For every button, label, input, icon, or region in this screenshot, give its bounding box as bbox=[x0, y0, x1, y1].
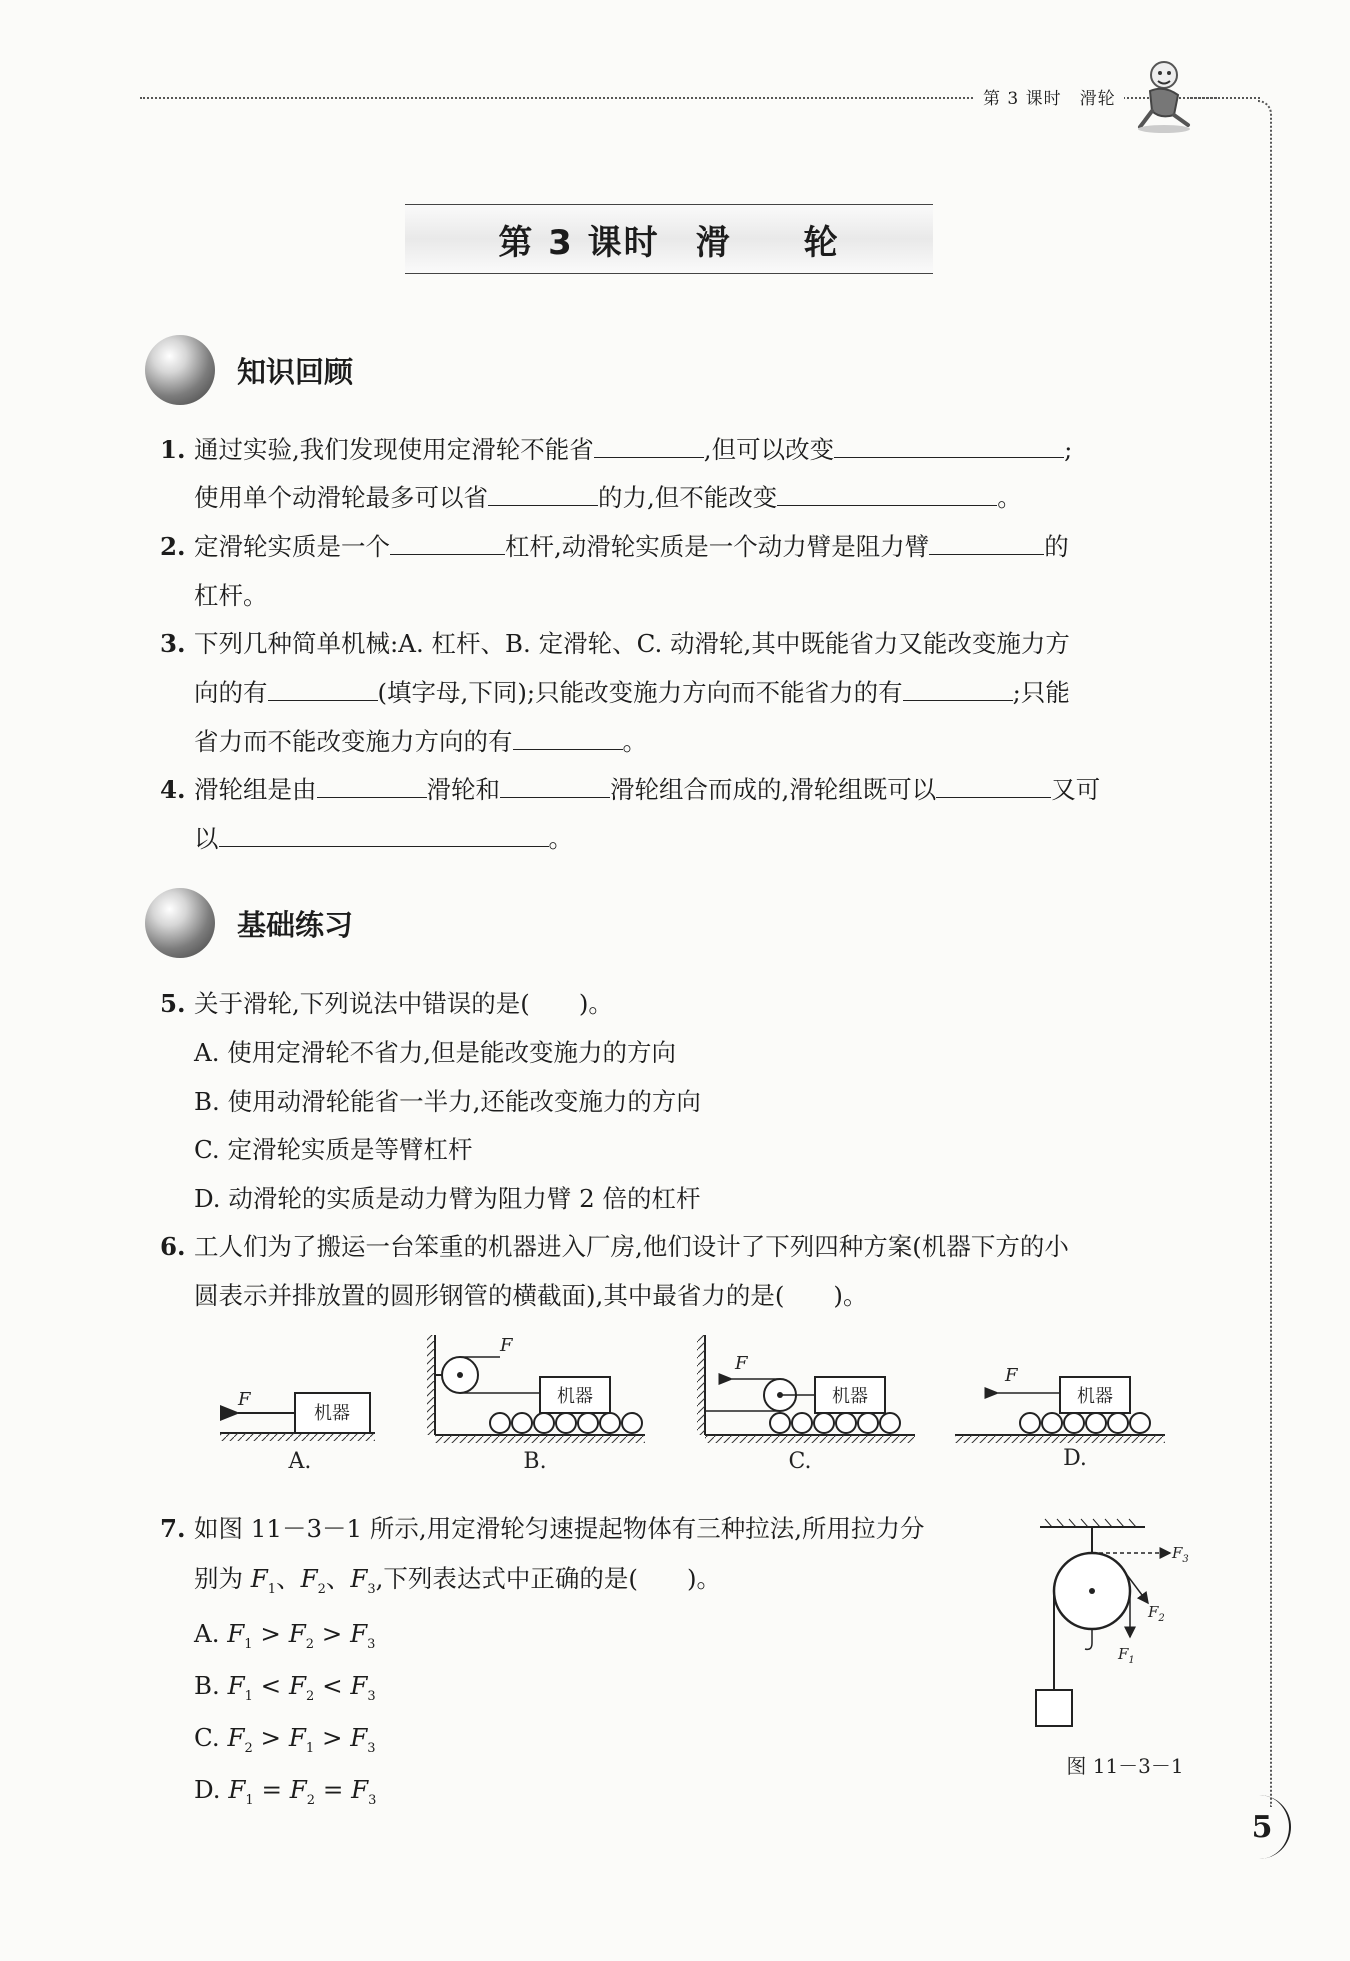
q1-text: ,但可以改变 bbox=[703, 435, 835, 464]
q2-text: 的 bbox=[1044, 532, 1069, 561]
answer-blank[interactable] bbox=[513, 723, 623, 750]
question-number: 3. bbox=[160, 629, 186, 658]
q3-line1 bbox=[160, 620, 1070, 668]
section-title: 知识回顾 bbox=[237, 354, 354, 389]
q6-text: 工人们为了搬运一台笨重的机器进入厂房,他们设计了下列四种方案(机器下方的小 bbox=[194, 1232, 1069, 1261]
q7-option-a[interactable]: A. $F_1 > F_2 > F_3$ bbox=[194, 1619, 376, 1652]
answer-blank[interactable] bbox=[936, 771, 1051, 798]
page-number: 5 bbox=[1235, 1795, 1291, 1859]
q4-text: 滑轮和 bbox=[426, 775, 500, 804]
q5-option-d[interactable]: D. 动滑轮的实质是动力臂为阻力臂 2 倍的杠杆 bbox=[194, 1184, 701, 1213]
q3-line2 bbox=[194, 669, 1070, 717]
q6-stem-line2: 圆表示并排放置的圆形钢管的横截面),其中最省力的是( )。 bbox=[194, 1281, 868, 1310]
q4-text: 滑轮组是由 bbox=[194, 775, 317, 804]
answer-blank[interactable] bbox=[390, 528, 505, 555]
section-header-review bbox=[145, 335, 353, 405]
force-label: F bbox=[238, 1389, 251, 1410]
q1-text: 的力,但不能改变 bbox=[598, 483, 778, 512]
section-header-practice bbox=[145, 888, 353, 958]
mascot-icon bbox=[1130, 55, 1200, 135]
answer-blank[interactable] bbox=[500, 771, 610, 798]
scheme-label: A. bbox=[288, 1449, 312, 1474]
option-letter: D. bbox=[194, 1775, 221, 1804]
q5-option-a[interactable]: A. 使用定滑轮不省力,但是能改变施力的方向 bbox=[194, 1038, 677, 1067]
figure-caption: 图 11－3－1 bbox=[1066, 1754, 1184, 1778]
q6-figure bbox=[210, 1325, 1180, 1475]
q5-option-b[interactable]: B. 使用动滑轮能省一半力,还能改变施力的方向 bbox=[194, 1087, 701, 1116]
scheme-label: C. bbox=[788, 1449, 812, 1474]
lesson-title bbox=[405, 204, 933, 274]
relation-symbol: > bbox=[321, 1723, 343, 1752]
force-label: F bbox=[500, 1335, 513, 1356]
question-number: 6. bbox=[160, 1232, 186, 1261]
machine-label: 机器 bbox=[314, 1403, 350, 1424]
q1-line2 bbox=[194, 474, 1022, 522]
q4-line1 bbox=[160, 766, 1100, 814]
question-number: 4. bbox=[160, 775, 186, 804]
q3-text: 下列几种简单机械:A. 杠杆、B. 定滑轮、C. 动滑轮,其中既能省力又能改变施力方 bbox=[194, 629, 1070, 658]
q4-text: 又可 bbox=[1051, 775, 1101, 804]
q7-option-c[interactable]: C. $F_2 > F_1 > F_3$ bbox=[194, 1723, 376, 1756]
q7-stem-line2: 别为 $F_1$、$F_2$、$F_3$,下列表达式中正确的是( )。 bbox=[194, 1564, 722, 1597]
q1-text: 使用单个动滑轮最多可以省 bbox=[194, 483, 488, 512]
q7-option-b[interactable]: B. $F_1 < F_2 < F_3$ bbox=[194, 1671, 376, 1704]
scheme-a[interactable] bbox=[220, 1389, 375, 1474]
section-title: 基础练习 bbox=[237, 907, 354, 942]
q4-line2 bbox=[194, 815, 573, 863]
q3-line3 bbox=[194, 718, 647, 766]
sphere-icon bbox=[145, 888, 215, 958]
q3-text: 向的有 bbox=[194, 678, 268, 707]
relation-symbol: = bbox=[322, 1775, 344, 1804]
scheme-label: D. bbox=[1063, 1446, 1087, 1471]
q2-line2 bbox=[194, 572, 268, 620]
relation-symbol: > bbox=[260, 1723, 282, 1752]
q7-text: ,下列表达式中正确的是( )。 bbox=[375, 1564, 722, 1593]
page-border bbox=[1258, 100, 1272, 1807]
pulley-figure bbox=[1030, 1515, 1220, 1785]
q5-option-c[interactable]: C. 定滑轮实质是等臂杠杆 bbox=[194, 1135, 473, 1164]
answer-blank[interactable] bbox=[777, 479, 997, 506]
q1-text: 通过实验,我们发现使用定滑轮不能省 bbox=[194, 435, 594, 464]
sphere-icon bbox=[145, 335, 215, 405]
answer-blank[interactable] bbox=[488, 479, 598, 506]
relation-symbol: < bbox=[260, 1671, 282, 1700]
header-rule-right bbox=[1190, 97, 1260, 99]
machine-label: 机器 bbox=[1077, 1386, 1113, 1407]
relation-symbol: < bbox=[322, 1671, 343, 1700]
q2-text: 定滑轮实质是一个 bbox=[194, 532, 390, 561]
option-letter: A. bbox=[194, 1619, 220, 1648]
q1-text: ; bbox=[1064, 435, 1073, 464]
relation-symbol: > bbox=[260, 1619, 281, 1648]
answer-blank[interactable] bbox=[903, 674, 1013, 701]
q1-text: 。 bbox=[997, 483, 1022, 512]
svg-text:F2: $F_2$ bbox=[1148, 1603, 1165, 1624]
question-number: 5. bbox=[160, 989, 186, 1018]
answer-blank[interactable] bbox=[594, 431, 704, 458]
question-number: 7. bbox=[160, 1514, 186, 1543]
machine-label: 机器 bbox=[557, 1386, 593, 1407]
lesson-title-text: 第 3 课时 滑 轮 bbox=[498, 222, 840, 263]
answer-blank[interactable] bbox=[317, 771, 427, 798]
scheme-b[interactable] bbox=[427, 1335, 645, 1474]
running-title: 第 3 课时 滑轮 bbox=[975, 84, 1124, 109]
q7-option-d[interactable]: D. $F_1 = F_2 = F_3$ bbox=[194, 1775, 377, 1808]
q7-text: 如图 11－3－1 所示,用定滑轮匀速提起物体有三种拉法,所用拉力分 bbox=[194, 1514, 925, 1543]
q2-line1 bbox=[160, 523, 1069, 571]
q3-text: 省力而不能改变施力方向的有 bbox=[194, 727, 513, 756]
scheme-d[interactable] bbox=[955, 1365, 1165, 1471]
machine-label: 机器 bbox=[832, 1386, 868, 1407]
q4-text: 以 bbox=[194, 824, 219, 853]
q1-line1 bbox=[160, 426, 1072, 474]
svg-text:F3: $F_3$ bbox=[1172, 1544, 1189, 1565]
q2-text: 杠杆。 bbox=[194, 581, 268, 610]
q2-text: 杠杆,动滑轮实质是一个动力臂是阻力臂 bbox=[505, 532, 930, 561]
q7-stem-line1 bbox=[160, 1505, 925, 1553]
answer-blank[interactable] bbox=[219, 820, 549, 847]
question-number: 2. bbox=[160, 532, 186, 561]
q4-text: 滑轮组合而成的,滑轮组既可以 bbox=[610, 775, 937, 804]
relation-symbol: = bbox=[261, 1775, 282, 1804]
option-letter: B. bbox=[194, 1671, 220, 1700]
q3-text: ;只能 bbox=[1012, 678, 1070, 707]
q7-text: 别为 bbox=[194, 1564, 251, 1593]
answer-blank[interactable] bbox=[929, 528, 1044, 555]
q5-text: 关于滑轮,下列说法中错误的是( )。 bbox=[194, 989, 613, 1018]
relation-symbol: > bbox=[321, 1619, 343, 1648]
question-number: 1. bbox=[160, 435, 186, 464]
svg-text:F1: $F_1$ bbox=[1118, 1645, 1135, 1666]
option-letter: C. bbox=[194, 1723, 220, 1752]
q6-stem-line1 bbox=[160, 1223, 1069, 1271]
answer-blank[interactable] bbox=[268, 674, 378, 701]
scheme-label: B. bbox=[523, 1449, 547, 1474]
q5-stem bbox=[160, 980, 613, 1028]
q3-text: (填字母,下同);只能改变施力方向而不能省力的有 bbox=[377, 678, 903, 707]
force-label: F bbox=[735, 1353, 748, 1374]
answer-blank[interactable] bbox=[834, 431, 1064, 458]
q4-text: 。 bbox=[548, 824, 573, 853]
q3-text: 。 bbox=[622, 727, 647, 756]
force-label: F bbox=[1005, 1365, 1018, 1386]
scheme-c[interactable] bbox=[697, 1335, 915, 1474]
